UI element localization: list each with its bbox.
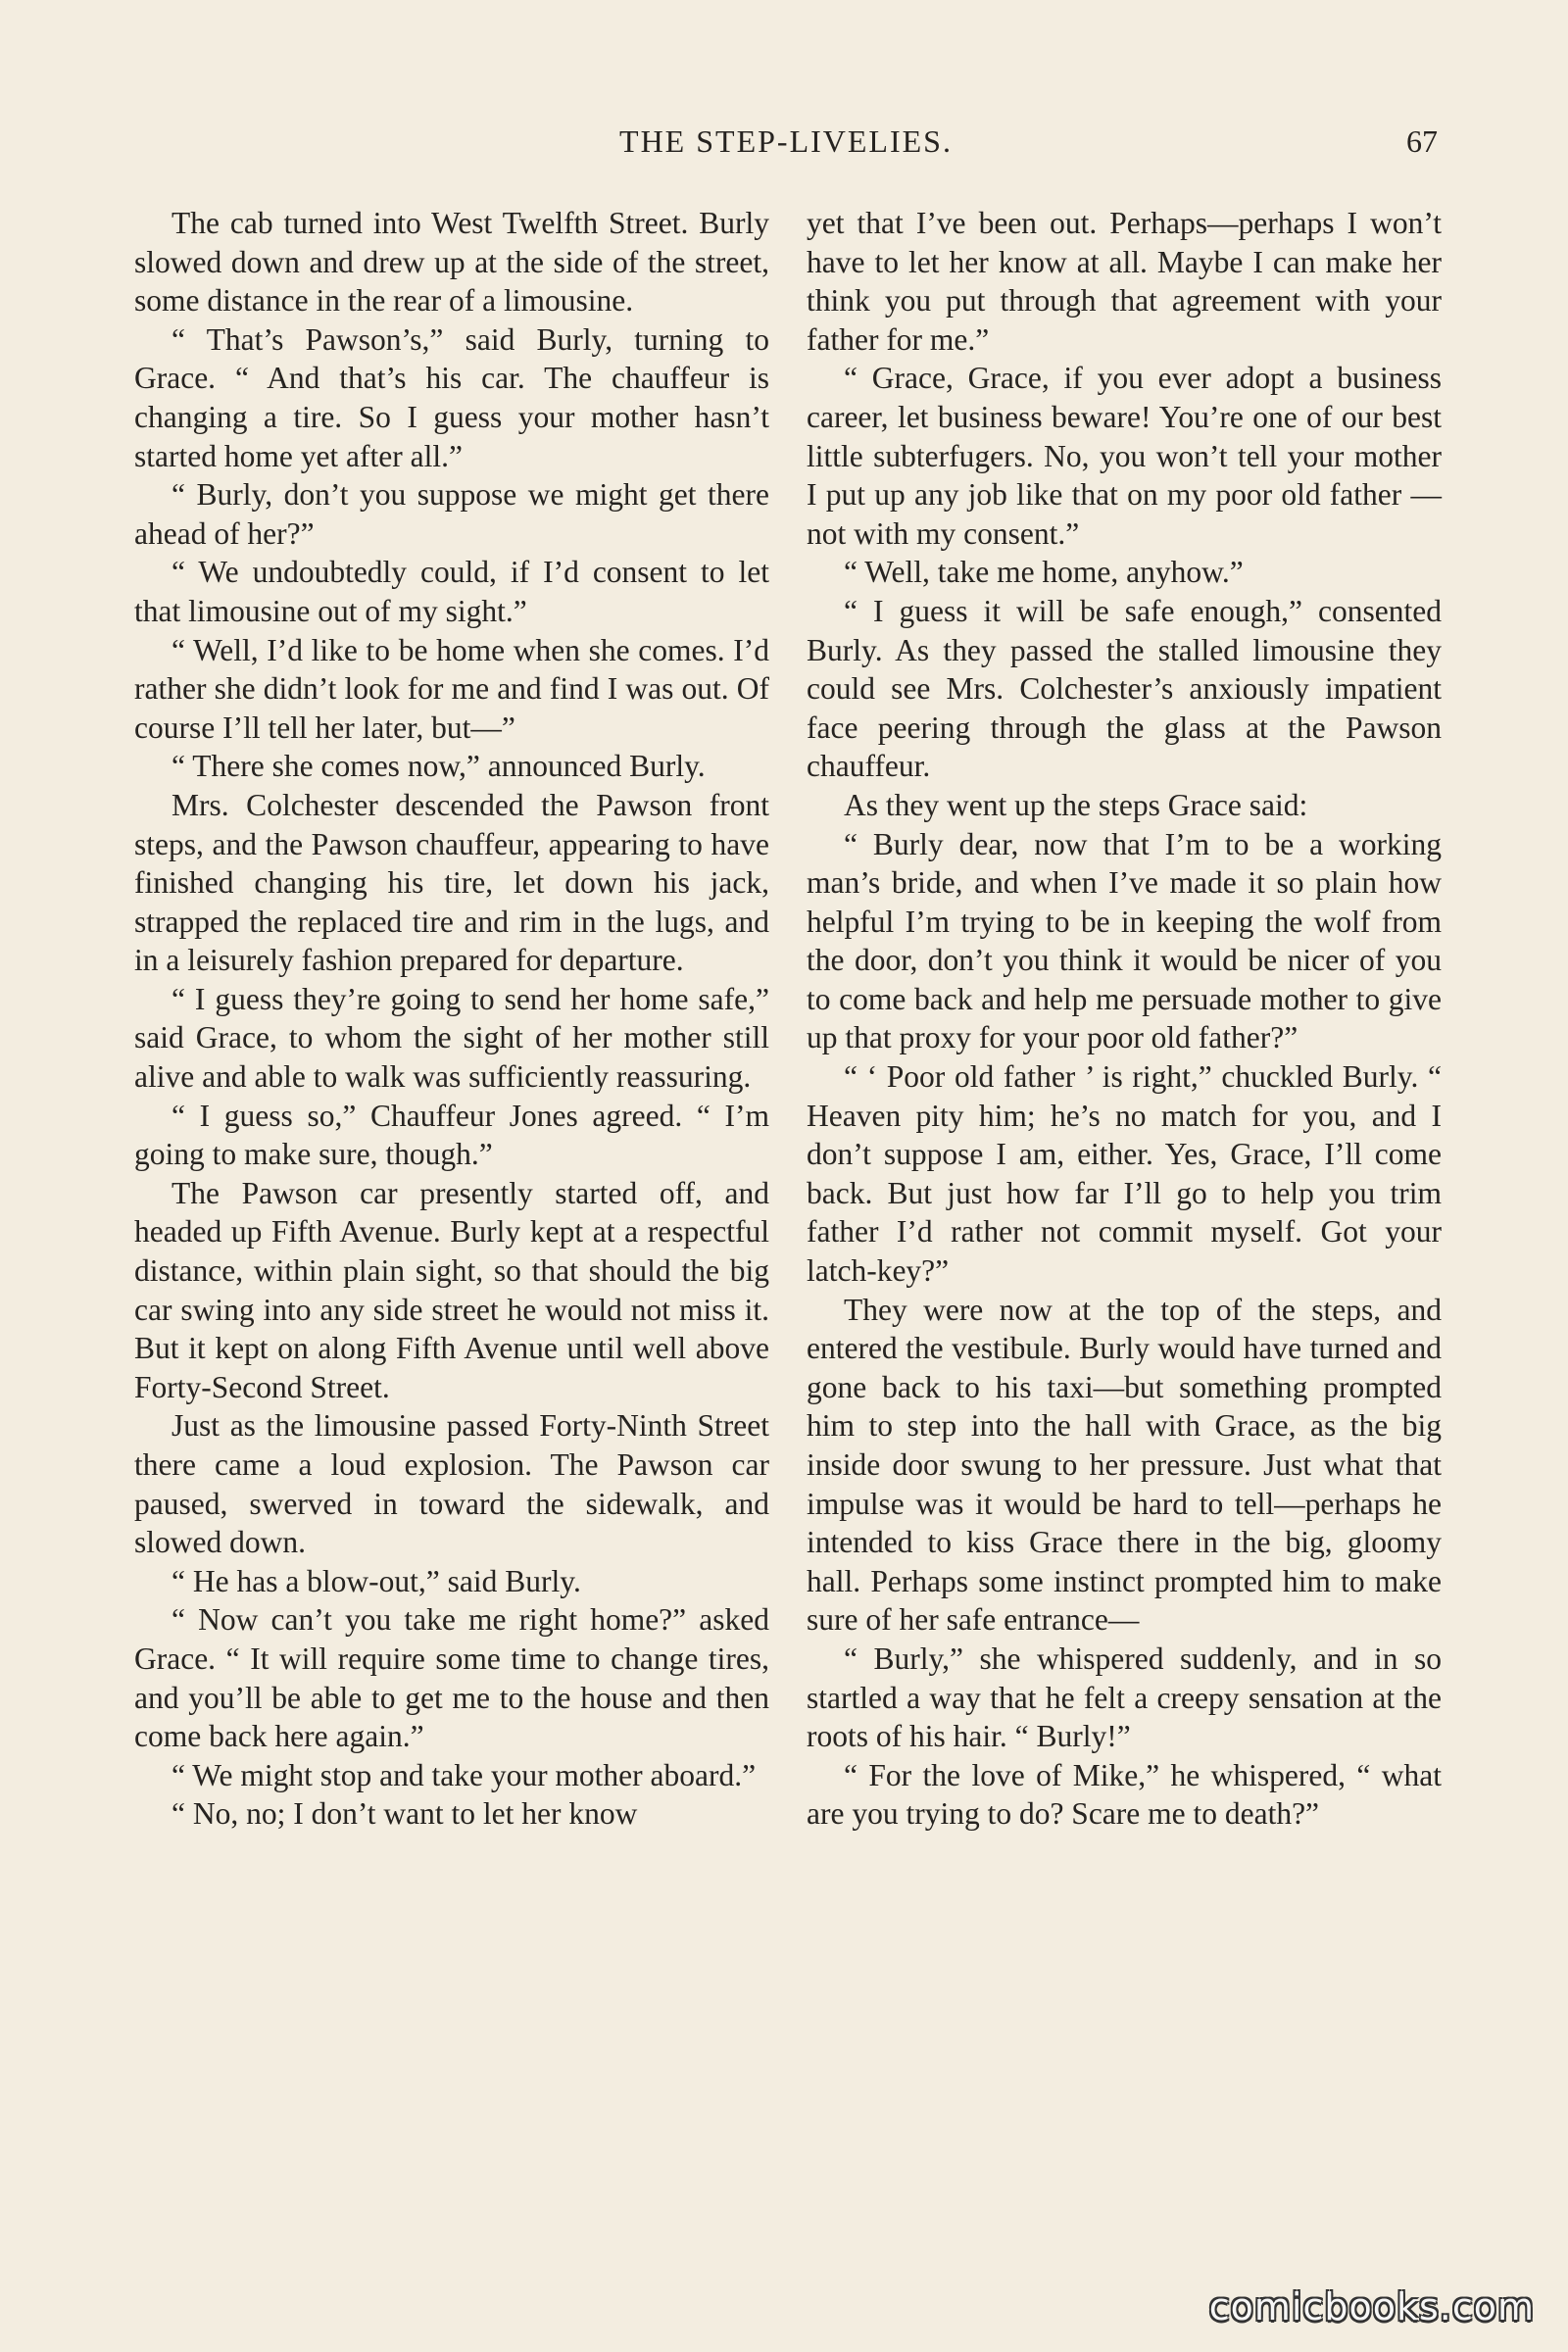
page-header [134,123,1438,171]
paragraph: “ Grace, Grace, if you ever adopt a business career, let business beware! You’re one of our best little subterfugers. No, you won’t tell your mother I put up any job like that on my poor old father —not with my consent.” [807,361,1442,551]
paragraph: “ No, no; I don’t want to let her know [172,1796,638,1832]
paragraph: “ That’s Pawson’s,” said Burly, turning to Grace. “ And that’s his car. The chauffeur is changing a tire. So I guess your mother hasn’t started home yet after all.” [134,321,769,473]
paragraph: The Pawson car presently started off, and headed up Fifth Avenue. Burly kept at a respectful distance, within plain sight, so that should the big car swing into any side street he would not miss it. But it kept on along Fifth Avenue until well above Forty-Second Street. [134,1175,769,1404]
page-number: 67 [1406,123,1438,159]
paragraph: “ Burly dear, now that I’m to be a working man’s bride, and when I’ve made it so plain how helpful I’m trying to be in keeping the wolf from the door, don’t you think it would be nicer of you to come back and help me persuade mother to give up that proxy for your poor old father?” [807,826,1442,1055]
paragraph: “ Burly,” she whispered suddenly, and in so startled a way that he felt a creepy sensation at the roots of his hair. “ Burly!” [807,1641,1442,1754]
paragraph: “ Now can’t you take me right home?” asked Grace. “ It will require some time to change tires, and you’ll be able to get me to the house and then come back here again.” [134,1602,769,1754]
paragraph: “ I guess it will be safe enough,” consented Burly. As they passed the stalled limousine they could see Mrs. Colchester’s anxiously impatient face peering through the glass at the Pawson chauffeur. [807,593,1442,784]
paragraph-continued: yet that I’ve been out. Perhaps—perhaps I won’t have to let her know at all. Maybe I can make her think you put through that agreement with your father for me.” [807,206,1442,357]
paragraph: “ ‘ Poor old father ’ is right,” chuckled Burly. “ Heaven pity him; he’s no match for you, and I don’t suppose I am, either. Yes, Grace, I’ll come back. But just how far I’ll go to help you trim father I’d rather not commit myself. Got your latch-key?” [807,1059,1442,1289]
paragraph: “ He has a blow-out,” said Burly. [172,1563,581,1598]
right-column [807,204,1442,1834]
paragraph: “ Well, take me home, anyhow.” [844,555,1244,590]
paragraph: “ I guess so,” Chauffeur Jones agreed. “ I’m going to make sure, though.” [134,1098,769,1172]
paragraph: Just as the limousine passed Forty-Ninth Street there came a loud explosion. The Pawson car paused, swerved in toward the sidewalk, and slowed down. [134,1408,769,1560]
paragraph: As they went up the steps Grace said: [844,787,1308,822]
paragraph: The cab turned into West Twelfth Street. Burly slowed down and drew up at the side of the street, some distance in the rear of a limousine. [134,206,769,318]
paragraph: “ For the love of Mike,” he whispered, “ what are you trying to do? Scare me to death?” [807,1757,1442,1832]
watermark: comicbooks.com [1208,2285,1535,2328]
paragraph: “ We undoubtedly could, if I’d consent to let that limousine out of my sight.” [134,555,769,628]
paragraph: “ We might stop and take your mother aboard.” [172,1757,757,1792]
paragraph: “ Well, I’d like to be home when she comes. I’d rather she didn’t look for me and find I was out. Of course I’ll tell her later, but—” [134,632,769,745]
left-column [134,204,769,1834]
paragraph: Mrs. Colchester descended the Pawson front steps, and the Pawson chauffeur, appearing to have finished changing his tire, let down his jack, strapped the replaced tire and rim in the lugs, and in a leisurely fashion prepared for departure. [134,787,769,978]
paragraph: “ I guess they’re going to send her home safe,” said Grace, to whom the sight of her mother still alive and able to walk was sufficiently reassuring. [134,981,769,1095]
paragraph: “ Burly, don’t you suppose we might get there ahead of her?” [134,477,769,551]
running-title: THE STEP-LIVELIES. [619,123,953,159]
paragraph: “ There she comes now,” announced Burly. [172,749,706,784]
paragraph: They were now at the top of the steps, and entered the vestibule. Burly would have turned and gone back to his taxi—but something prompted him to step into the hall with Grace, as the big inside door swung to her pressure. Just what that impulse was it would be hard to tell—perhaps he intended to kiss Grace there in the big, gloomy hall. Perhaps some instinct prompted him to make sure of her safe entrance— [807,1292,1442,1638]
